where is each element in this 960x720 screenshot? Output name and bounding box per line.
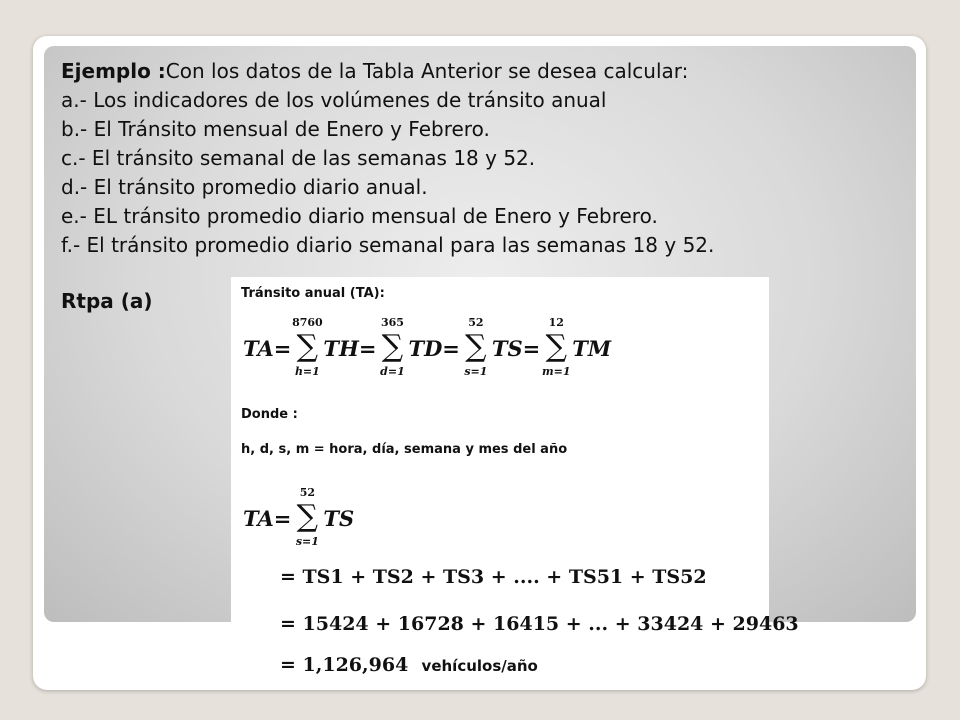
example-label: Ejemplo : bbox=[61, 59, 166, 83]
problem-line-0 bbox=[61, 57, 901, 86]
weekly-terms-line: = TS1 + TS2 + TS3 + .... + TS51 + TS52 bbox=[280, 566, 707, 588]
sum-symbol: 8760 ∑ h=1 bbox=[292, 316, 323, 378]
problem-line-c: c.- El tránsito semanal de las semanas 18 y 52. bbox=[61, 146, 536, 170]
donde-label: Donde : bbox=[241, 407, 298, 422]
example-text: Con los datos de la Tabla Anterior se desea calcular: bbox=[165, 59, 689, 83]
problem-line-b: b.- El Tránsito mensual de Enero y Febrero. bbox=[61, 117, 490, 141]
problem-line-d: d.- El tránsito promedio diario anual. bbox=[61, 175, 428, 199]
ta-weekly-equation: TA= 52 ∑ s=1 TS bbox=[243, 486, 355, 548]
problem-line-a: a.- Los indicadores de los volúmenes de tránsito anual bbox=[61, 88, 607, 112]
problem-line-f: f.- El tránsito promedio diario semanal para las semanas 18 y 52. bbox=[61, 233, 715, 257]
sum-symbol: 12 ∑ m=1 bbox=[542, 316, 571, 378]
weekly-values-line: = 15424 + 16728 + 16415 + ... + 33424 + 29463 bbox=[280, 613, 799, 635]
answer-label: Rtpa (a) bbox=[61, 289, 153, 313]
problem-line-e: e.- EL tránsito promedio diario mensual de Enero y Febrero. bbox=[61, 204, 658, 228]
sum-symbol: 52 ∑ s=1 bbox=[464, 316, 488, 378]
slide-text bbox=[61, 57, 901, 260]
figure-heading: Tránsito anual (TA): bbox=[241, 286, 385, 301]
sum-symbol: 365 ∑ d=1 bbox=[380, 316, 405, 378]
annual-total-line: = 1,126,964 vehículos/año bbox=[280, 654, 538, 676]
formula-figure bbox=[231, 277, 799, 685]
sum-symbol: 52 ∑ s=1 bbox=[295, 486, 319, 548]
variable-definition: h, d, s, m = hora, día, semana y mes del año bbox=[241, 442, 568, 457]
ta-sum-equation: TA= 8760 ∑ h=1 TH= 365 ∑ d=1 TD= 52 ∑ s=1 TS= 12 ∑ m=1 TM bbox=[243, 316, 612, 378]
